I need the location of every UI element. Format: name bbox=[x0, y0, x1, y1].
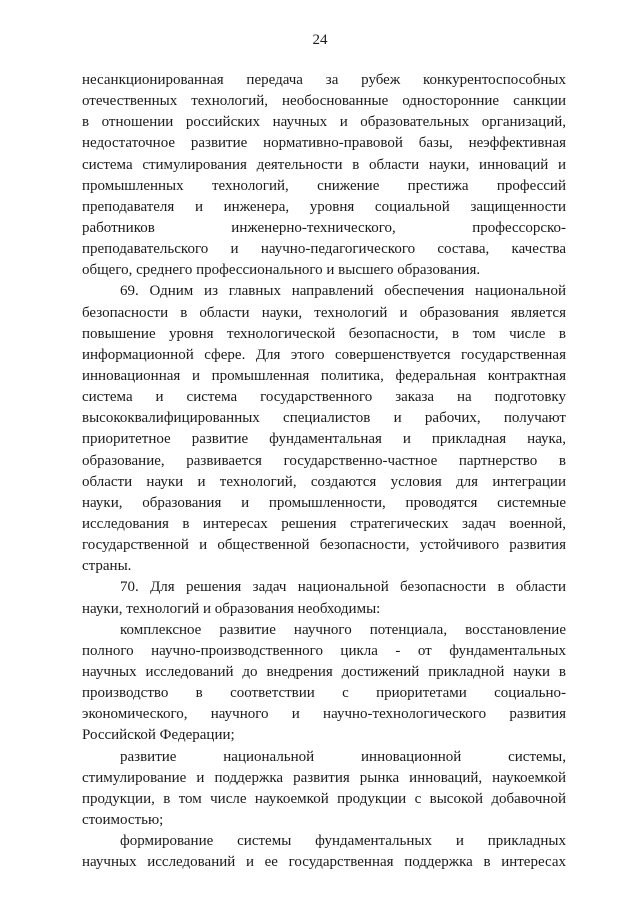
paragraph bbox=[82, 70, 566, 281]
text-line: продукции, в том числе наукоемкой продукции с высокой добавочной bbox=[82, 790, 566, 807]
text-line: исследования в интересах решения стратегических задач военной, bbox=[82, 515, 566, 532]
text-line: недостаточное развитие нормативно-правовой базы, неэффективная bbox=[82, 135, 566, 152]
text-line: образование, развивается государственно-частное партнерство в bbox=[82, 452, 566, 469]
text-line: инновационная и промышленная политика, федеральная контрактная bbox=[82, 367, 566, 384]
text-line: повышение уровня технологической безопасности, в том числе в bbox=[82, 325, 566, 342]
text-line: система и система государственного заказа на подготовку bbox=[82, 389, 566, 406]
text-line: научных исследований до внедрения достижений прикладной науки в bbox=[82, 663, 566, 680]
text-line: 70. Для решения задач национальной безопасности в области bbox=[120, 579, 566, 596]
text-line: 69. Одним из главных направлений обеспечения национальной bbox=[120, 283, 566, 300]
text-line: информационной сфере. Для этого совершенствуется государственная bbox=[82, 346, 566, 363]
paragraph bbox=[82, 281, 566, 577]
text-line: науки, образования и промышленности, проводятся системные bbox=[82, 494, 566, 511]
text-line: науки, технологий и образования необходимы: bbox=[82, 600, 381, 617]
text-line: стоимостью; bbox=[82, 811, 164, 828]
text-line: комплексное развитие научного потенциала, восстановление bbox=[120, 621, 566, 638]
paragraph bbox=[82, 577, 566, 619]
text-line: страны. bbox=[82, 558, 132, 575]
paragraph bbox=[82, 620, 566, 747]
text-line: формирование системы фундаментальных и прикладных bbox=[120, 833, 566, 850]
text-line: несанкционированная передача за рубеж конкурентоспособных bbox=[82, 72, 566, 88]
text-line: безопасности в области науки, технологий и образования является bbox=[82, 304, 566, 321]
text-line: научных исследований и ее государственная поддержка в интересах bbox=[82, 854, 566, 871]
text-line: в отношении российских научных и образовательных организаций, bbox=[82, 114, 566, 131]
text-line: высококвалифицированных специалистов и рабочих, получают bbox=[82, 410, 566, 427]
text-line: развитие национальной инновационной системы, bbox=[120, 748, 566, 765]
text-line: общего, среднего профессионального и высшего образования. bbox=[82, 262, 481, 279]
paragraph bbox=[82, 747, 566, 832]
paragraph bbox=[82, 831, 566, 873]
text-line: приоритетное развитие фундаментальная и прикладная наука, bbox=[82, 431, 566, 448]
text-line: система стимулирования деятельности в области науки, инноваций и bbox=[82, 156, 566, 173]
text-line: области науки и технологий, создаются условия для интеграции bbox=[82, 473, 566, 490]
document-body bbox=[82, 70, 566, 873]
text-line: преподавательского и научно-педагогического состава, качества bbox=[82, 241, 566, 258]
text-line: экономического, научного и научно-технологического развития bbox=[82, 706, 566, 723]
text-line: полного научно-производственного цикла - от фундаментальных bbox=[82, 642, 566, 659]
text-line: производство в соответствии с приоритетами социально- bbox=[82, 685, 566, 702]
text-line: отечественных технологий, необоснованные односторонние санкции bbox=[82, 93, 566, 110]
text-line: преподавателя и инженера, уровня социальной защищенности bbox=[82, 198, 566, 215]
text-line: государственной и общественной безопасности, устойчивого развития bbox=[82, 537, 566, 554]
text-line: Российской Федерации; bbox=[82, 727, 235, 744]
page-number: 24 bbox=[312, 32, 328, 48]
text-line: промышленных технологий, снижение престижа профессий bbox=[82, 177, 566, 194]
text-line: работников инженерно-технического, профессорско- bbox=[82, 219, 566, 236]
text-line: стимулирование и поддержка развития рынка инноваций, наукоемкой bbox=[82, 769, 566, 786]
